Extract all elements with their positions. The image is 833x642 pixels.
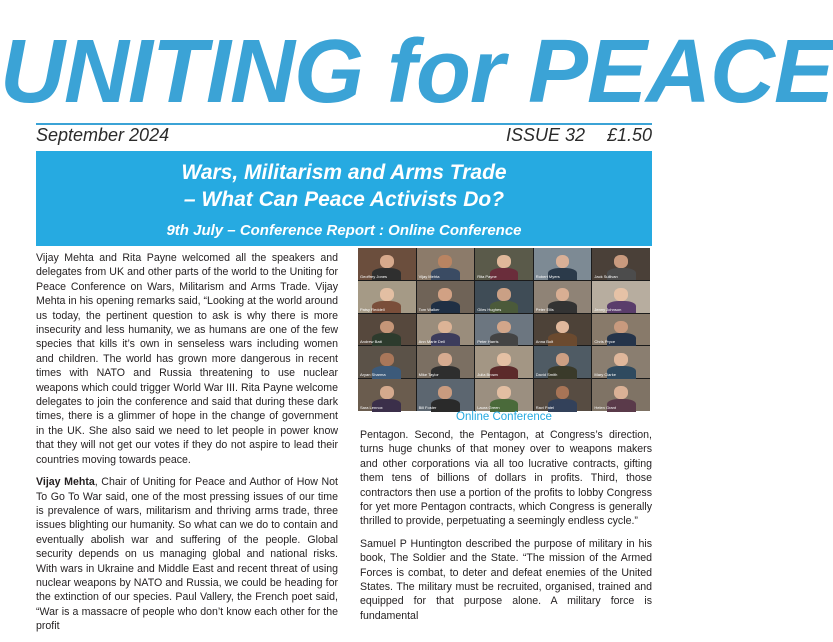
participant-tile <box>475 314 533 346</box>
participant-tile <box>417 379 475 411</box>
participant-head <box>380 353 394 366</box>
participant-name: Sara Lennox <box>360 404 383 410</box>
participant-tile <box>592 346 650 378</box>
participant-tile <box>534 248 592 280</box>
participant-tile <box>475 281 533 313</box>
participant-tile <box>475 379 533 411</box>
participant-name: Jenny Johnson <box>594 306 622 312</box>
participant-tile <box>592 379 650 411</box>
participant-name: Peter Ellis <box>535 306 554 312</box>
participant-name: Chris Pryce <box>594 339 616 345</box>
participant-name: Andrew Batt <box>360 339 382 345</box>
participant-head <box>438 255 452 268</box>
headline-line-2: – What Can Peace Activists Do? <box>183 188 505 211</box>
issue-line <box>36 124 652 146</box>
participant-head <box>497 386 511 399</box>
participant-name: Mary Clarke <box>594 372 616 378</box>
participant-name: Ann Marie Dell <box>418 339 445 345</box>
participant-name: Laura Green <box>477 404 500 410</box>
participant-head <box>614 321 628 334</box>
participant-head <box>380 386 394 399</box>
left-paragraph-2 <box>36 475 338 633</box>
participant-head <box>438 288 452 301</box>
participant-name: Mike Taylor <box>418 372 439 378</box>
participant-tile <box>592 281 650 313</box>
headline-banner <box>36 151 652 246</box>
participant-head <box>556 386 570 399</box>
participant-head <box>556 255 570 268</box>
participant-head <box>497 321 511 334</box>
participant-head <box>556 321 570 334</box>
right-paragraph-1: Pentagon. Second, the Pentagon, at Congress’s direction, turns huge chunks of that money over to weapons makers and other corporations via all too lucrative contracts, gifting them tens of billions of dollars in profits. Third, those contractors then use a portion of the profits to lobby Congress for yet more Pentagon contracts, which Congress is generally thrilled to provide, perpetuating a seemingly endless cycle.” <box>360 429 652 528</box>
participant-tile <box>358 281 416 313</box>
headline-line-1: Wars, Militarism and Arms Trade <box>181 161 507 184</box>
participant-tile <box>592 314 650 346</box>
participant-head <box>438 321 452 334</box>
participant-tile <box>358 314 416 346</box>
participant-name: Giles Hughes <box>477 306 502 312</box>
participant-tile <box>534 346 592 378</box>
issue-number: ISSUE 32 <box>506 125 586 145</box>
participant-name: David Smith <box>535 372 558 378</box>
masthead-title: UNITING for PEACE <box>0 22 833 122</box>
photo-caption: Online Conference <box>456 411 552 423</box>
participant-name: Vijay Mehta <box>418 273 440 279</box>
speaker-name: Vijay Mehta <box>36 476 95 489</box>
participant-tile <box>358 248 416 280</box>
participant-head <box>497 353 511 366</box>
participant-name: Geoffrey Jones <box>360 273 388 279</box>
participant-name: Anna Bolt <box>535 339 554 345</box>
issue-date: September 2024 <box>36 125 170 145</box>
participant-head <box>614 386 628 399</box>
participant-head <box>497 288 511 301</box>
participant-head <box>497 255 511 268</box>
participant-head <box>556 288 570 301</box>
participant-name: Tom Walker <box>418 306 440 312</box>
participant-head <box>438 386 452 399</box>
participant-tile <box>475 346 533 378</box>
participant-tile <box>417 248 475 280</box>
right-paragraph-2: Samuel P Huntington described the purpose of military in his book, The Soldier and the State. “The mission of the Armed Forces is combat, to deter and defeat enemies of the United States. The military must be recruited, organised, trained and equipped for that purpose alone. A military force is fundamental <box>360 537 652 622</box>
right-column <box>360 428 652 631</box>
left-paragraph-1: Vijay Mehta and Rita Payne welcomed all the speakers and delegates from UK and other parts of the world to the Uniting for Peace Conference on Wars, Militarism and Arms Trade. Vijay Mehta in his opening remarks said, “Looking at the world around us today, the pertinent question to ask is why there is more insecurity and less humanity, we as humans are one of the few species that kills it’s own in senseless wars including women and children. The world has grown more dangerous in recent times with NATO and Russia threatening to use nuclear weapons which could trigger World War III. Rita Payne welcome delegates to join the conference and said that during these dark times, there is a glimmer of hope in the change of government in the UK. She also said we need to let people in power know that they will not get our votes if they do not aspire to lead their countries moving towards peace. <box>36 252 338 466</box>
participant-tile <box>417 314 475 346</box>
participant-tile <box>417 281 475 313</box>
issue-price: £1.50 <box>607 125 653 145</box>
participant-head <box>614 353 628 366</box>
participant-name: Patsy Reddell <box>360 306 385 312</box>
participant-name: Robert Myers <box>535 273 560 279</box>
participant-name: Helen Grant <box>594 404 616 410</box>
participant-name: Bill Foster <box>418 404 437 410</box>
participant-head <box>380 321 394 334</box>
participant-name: Peter Harris <box>477 339 499 345</box>
left-paragraph-2-text: , Chair of Uniting for Peace and Author of How Not To Go To War said, one of the most pressing issues of our time is prevalence of wars, militarism and thriving arms trade, three issues blighting our humanity. So what can we do to contain and eventually abolish war and suffering of the people. Global security depends on us managing global and national risks. With wars in Ukraine and Middle East and recent threat of using nuclear weapons by NATO and Russia, we could be heading for the extinction of our species. Paul Vallery, the French poet said, “War is a massacre of people who don’t know each other for the profit <box>36 476 338 633</box>
participant-tile <box>534 314 592 346</box>
participant-tile <box>358 346 416 378</box>
participant-name: Ravi Patel <box>535 404 555 410</box>
participant-name: Rita Payne <box>477 273 497 279</box>
left-column <box>36 251 338 642</box>
headline-subhead: 9th July – Conference Report : Online Conference <box>166 222 522 239</box>
participant-head <box>614 288 628 301</box>
participant-tile <box>358 379 416 411</box>
conference-photo <box>358 248 650 411</box>
participant-head <box>614 255 628 268</box>
participant-head <box>380 288 394 301</box>
participant-tile <box>534 379 592 411</box>
participant-tile <box>475 248 533 280</box>
participant-head <box>438 353 452 366</box>
participant-name: Julia Brown <box>477 372 498 378</box>
participant-name: Jack Sullivan <box>594 273 618 279</box>
participant-head <box>380 255 394 268</box>
participant-tile <box>417 346 475 378</box>
participant-tile <box>534 281 592 313</box>
participant-head <box>556 353 570 366</box>
participant-tile <box>592 248 650 280</box>
participant-name: Aryan Sharma <box>360 372 386 378</box>
